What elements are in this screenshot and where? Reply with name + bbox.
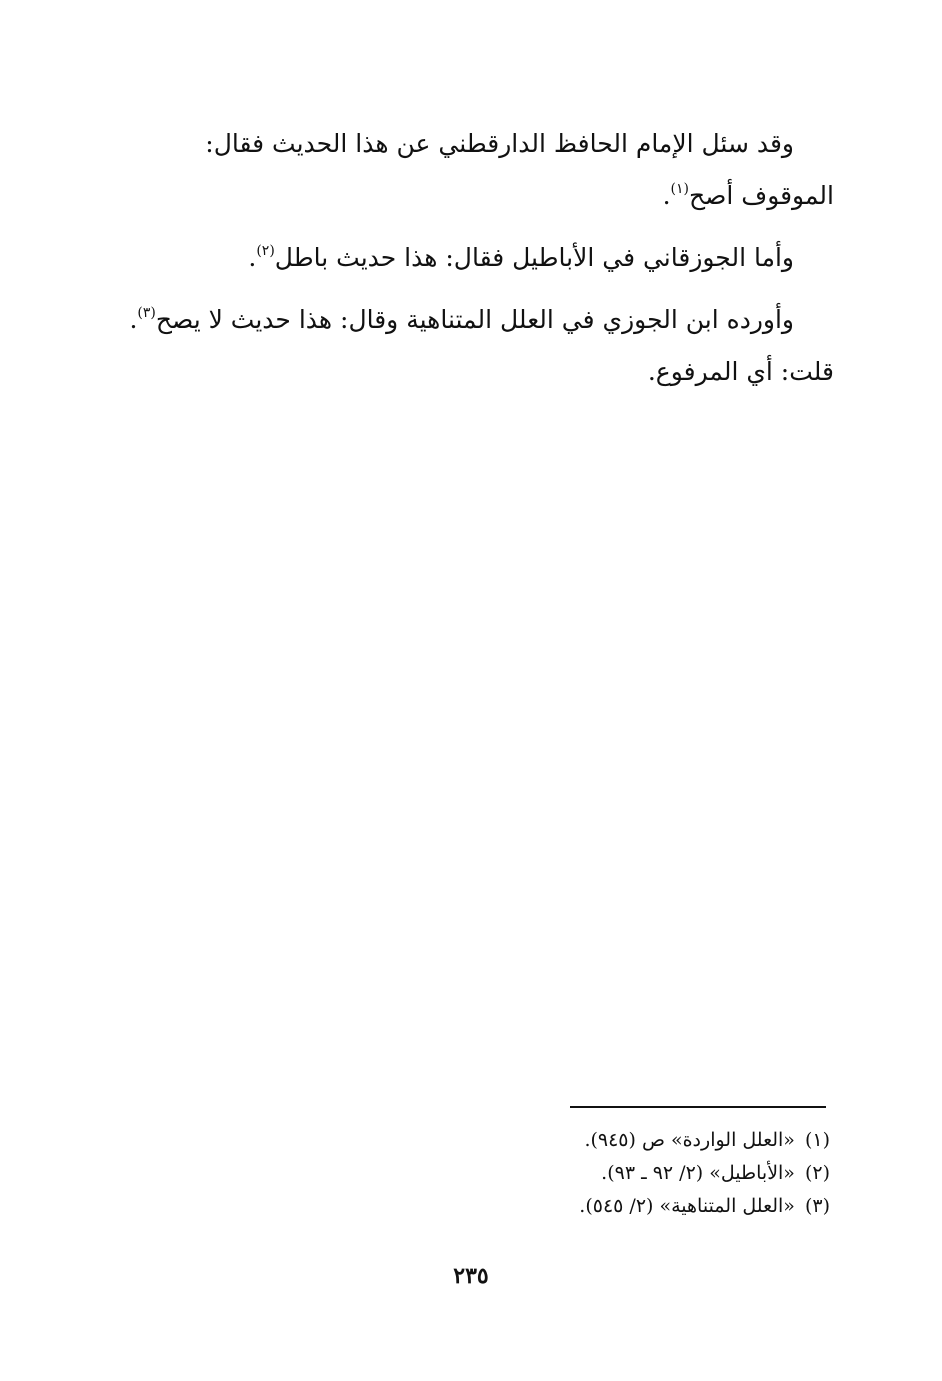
- footnote-marker-1: (١): [670, 181, 690, 197]
- footnote-marker-2: (٢): [256, 243, 275, 259]
- paragraph-text: وأما الجوزقاني في الأباطيل فقال: هذا حديث باطل: [274, 243, 794, 272]
- paragraph-text: وأورده ابن الجوزي في العلل المتناهية وقال: هذا حديث لا يصح: [155, 305, 794, 334]
- main-text: [108, 118, 834, 408]
- footnote-1: [300, 1124, 830, 1157]
- footnote-number: (١): [804, 1129, 830, 1151]
- paragraph-ibn-jawzi: [108, 294, 834, 346]
- footnote-text: «العلل المتناهية» (٢/ ٥٤٥).: [579, 1195, 795, 1217]
- paragraph-end: .: [129, 305, 138, 334]
- footnote-text: «العلل الواردة» ص (٩٤٥).: [584, 1129, 795, 1151]
- footnote-text: «الأباطيل» (٢/ ٩٢ ـ ٩٣).: [601, 1162, 795, 1184]
- footnote-separator: [570, 1106, 826, 1108]
- paragraph-daraqutni: [108, 118, 834, 222]
- footnote-3: [300, 1190, 830, 1223]
- footnotes: [300, 1124, 830, 1223]
- paragraph-comment: [108, 346, 834, 398]
- paragraph-end: .: [248, 243, 257, 272]
- page-number: ٢٣٥: [453, 1263, 489, 1289]
- paragraph-jawzaqani: [108, 232, 834, 284]
- footnote-marker-3: (٣): [137, 305, 156, 321]
- paragraph-end: .: [662, 181, 671, 210]
- footnote-2: [300, 1157, 830, 1190]
- paragraph-text: وقد سئل الإمام الحافظ الدارقطني عن هذا الحديث فقال: الموقوف أصح: [205, 129, 834, 210]
- footnote-number: (٣): [804, 1195, 830, 1217]
- paragraph-text: قلت: أي المرفوع.: [647, 357, 834, 386]
- footnote-number: (٢): [804, 1162, 830, 1184]
